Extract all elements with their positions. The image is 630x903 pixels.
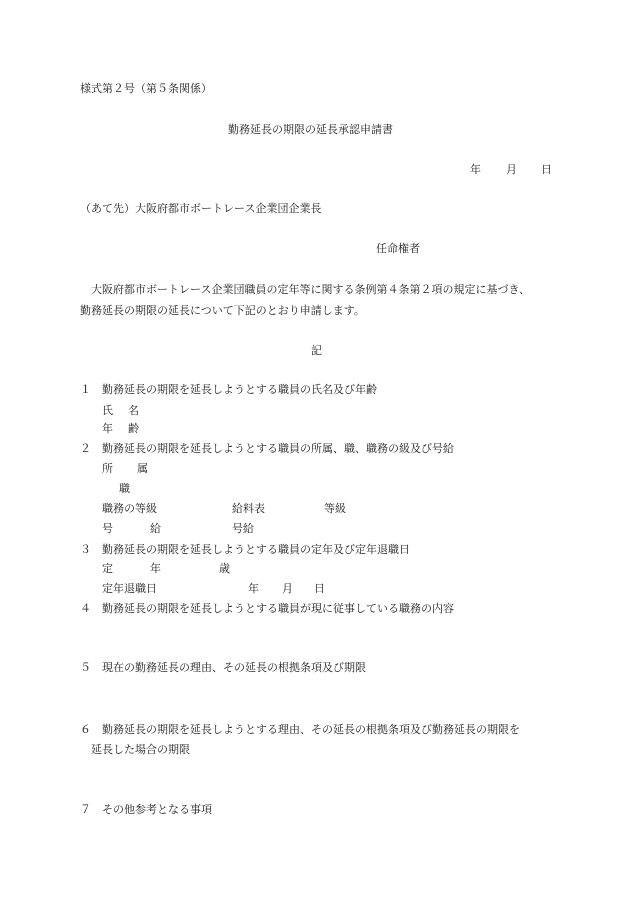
date-month: 月 (506, 163, 517, 176)
item-2-shoku: 職 (119, 482, 130, 495)
item-2-text: 勤務延長の期限を延長しようとする職員の所属、職、職務の級及び号給 (102, 442, 454, 455)
item-6-number: ６ (80, 723, 91, 736)
item-2-number: ２ (80, 442, 91, 455)
item-3-day: 日 (314, 582, 325, 595)
item-2-gokyu-full: 号給 (232, 522, 254, 535)
item-3-month: 月 (282, 582, 293, 595)
item-1-age-b: 齢 (128, 422, 139, 435)
item-1-name-b: 名 (128, 404, 139, 417)
item-2-affil-b: 属 (137, 462, 148, 475)
body-line-2: 勤務延長の期限の延長について下記のとおり申請します。 (80, 304, 365, 317)
item-1-age-a: 年 (102, 422, 113, 435)
item-3-number: ３ (80, 543, 91, 556)
item-6-text: 勤務延長の期限を延長しようとする理由、その延長の根拠条項及び勤務延長の期限を (102, 723, 520, 736)
item-3-teinen-b: 年 (150, 562, 161, 575)
item-1-name-a: 氏 (102, 404, 113, 417)
item-4-number: ４ (80, 602, 91, 615)
date-day: 日 (541, 163, 552, 176)
item-3-retire-label: 定年退職日 (102, 582, 157, 595)
body-line-1: 大阪府都市ボートレース企業団職員の定年等に関する条例第４条第２項の規定に基づき、 (91, 283, 531, 296)
form-number: 様式第２号（第５条関係） (80, 82, 212, 95)
item-4-text: 勤務延長の期限を延長しようとする職員が現に従事している職務の内容 (102, 602, 454, 615)
item-3-sai: 歳 (219, 562, 230, 575)
item-1-number: １ (80, 383, 91, 396)
document-title: 勤務延長の期限の延長承認申請書 (228, 123, 393, 136)
item-7-text: その他参考となる事項 (102, 803, 212, 816)
item-7-number: ７ (80, 803, 91, 816)
item-2-grade: 等級 (324, 502, 346, 515)
item-3-year: 年 (248, 582, 259, 595)
item-6-text-2: 延長した場合の期限 (91, 743, 190, 756)
ki-heading: 記 (311, 344, 322, 357)
addressee: （あて先）大阪府都市ボートレース企業団企業長 (80, 202, 322, 215)
item-2-grade-label: 職務の等級 (102, 502, 157, 515)
item-3-teinen-a: 定 (102, 562, 113, 575)
appointer: 任命権者 (376, 242, 420, 255)
item-2-affil-a: 所 (102, 462, 113, 475)
item-3-text: 勤務延長の期限を延長しようとする職員の定年及び定年退職日 (102, 543, 410, 556)
item-5-number: ５ (80, 661, 91, 674)
item-2-salary-table: 給料表 (232, 502, 265, 515)
item-5-text: 現在の勤務延長の理由、その延長の根拠条項及び期限 (102, 661, 366, 674)
date-year: 年 (470, 163, 481, 176)
item-2-gokyu-b: 給 (150, 522, 161, 535)
item-2-gokyu-a: 号 (102, 522, 113, 535)
item-1-text: 勤務延長の期限を延長しようとする職員の氏名及び年齢 (102, 383, 377, 396)
